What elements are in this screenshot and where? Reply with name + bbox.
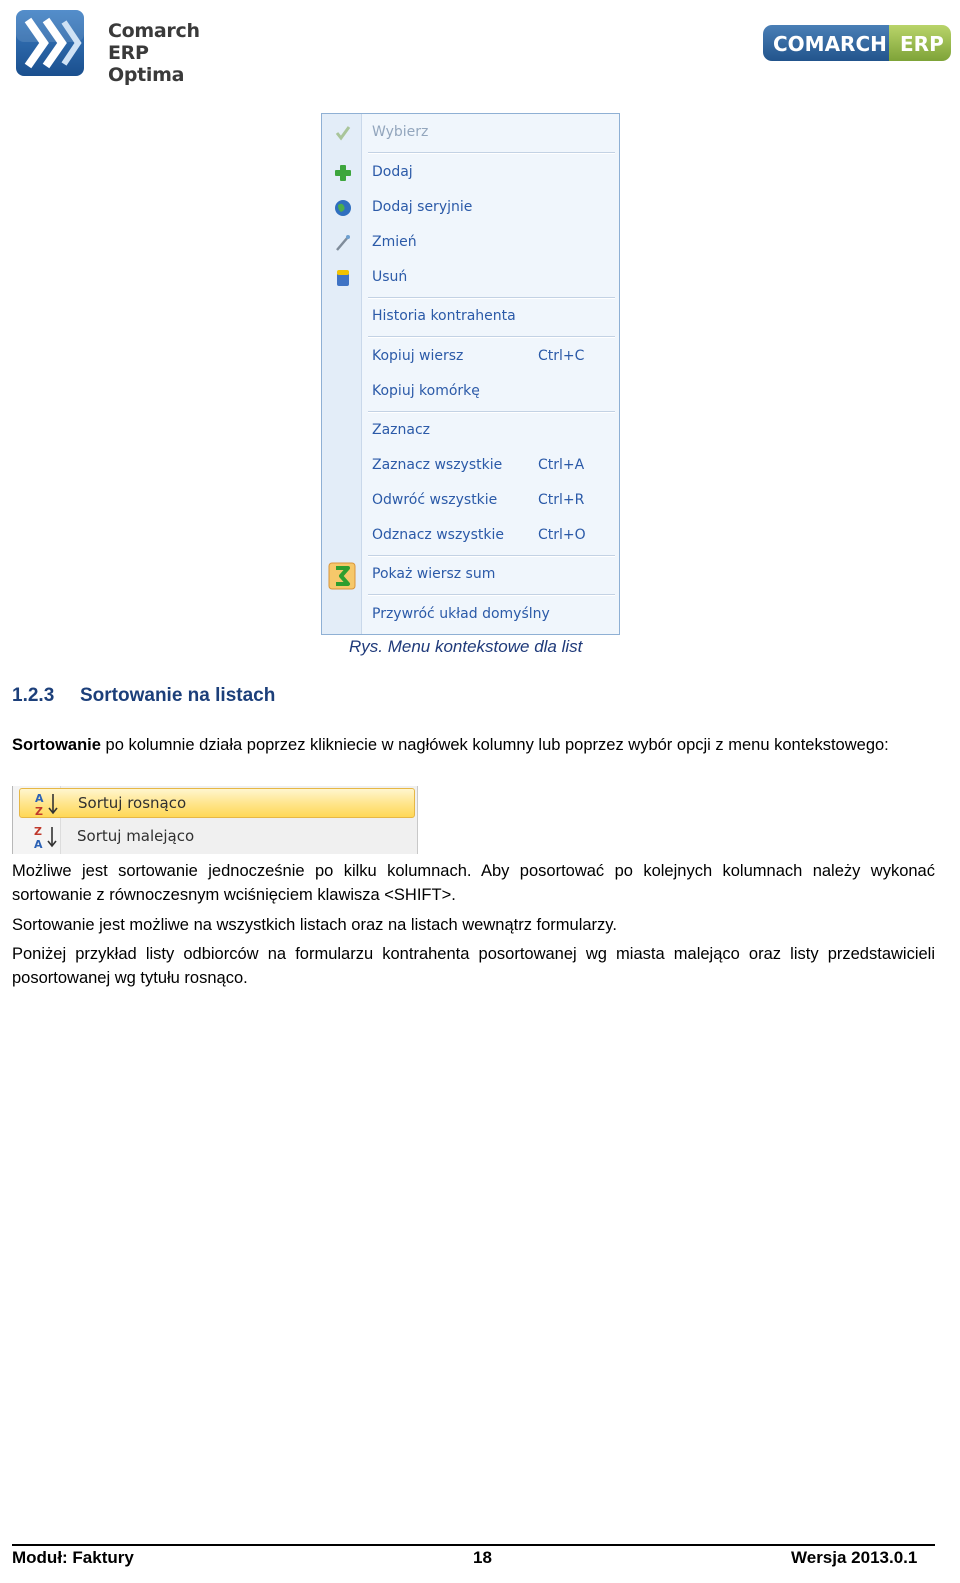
menu-item-label: Sortuj malejąco [77,827,195,845]
checkmark-icon [334,124,352,142]
delete-icon [334,269,352,287]
paragraph-text: po kolumnie działa poprzez klikniecie w nagłówek kolumny lub poprzez wybór opcji z menu kontekstowego: [100,736,889,754]
sort-context-menu [12,786,418,854]
brand-right-text: ERP [900,32,944,56]
menu-separator [368,297,615,299]
menu-item-dodaj[interactable] [322,158,619,188]
menu-separator [368,411,615,413]
logo-text-line1: Comarch ERP [108,20,200,64]
comarch-erp-optima-logo [14,8,244,86]
menu-item-label: Sortuj rosnąco [78,794,187,812]
section-title: Sortowanie na listach [80,685,276,706]
menu-item-zmien[interactable] [322,228,619,258]
footer-divider [12,1544,935,1546]
menu-item-sort-ascending[interactable] [19,788,415,818]
menu-separator [368,594,615,596]
menu-item-wybierz[interactable] [322,118,619,148]
menu-item-zaznacz[interactable] [322,416,619,446]
menu-item-kopiuj-wiersz[interactable] [322,342,619,372]
menu-separator [368,152,615,154]
chevrons-logo-icon [14,8,86,78]
menu-item-label: Zaznacz wszystkie [372,457,503,473]
menu-item-label: Przywróć układ domyślny [372,606,550,622]
globe-icon [334,199,352,217]
menu-separator [368,336,615,338]
menu-item-pokaz-wiersz-sum[interactable] [322,560,619,590]
bold-term: Sortowanie [12,736,101,754]
menu-item-label: Odznacz wszystkie [372,527,504,543]
menu-item-shortcut: Ctrl+C [538,348,585,364]
menu-item-label: Pokaż wiersz sum [372,566,496,582]
section-heading [12,685,275,707]
menu-item-shortcut: Ctrl+O [538,527,586,543]
footer-page-number: 18 [473,1548,492,1567]
menu-icon-gutter [322,114,362,634]
menu-item-dodaj-seryjnie[interactable] [322,193,619,223]
menu-item-kopiuj-komorke[interactable] [322,377,619,407]
menu-item-label: Dodaj seryjnie [372,199,473,215]
paragraph-example: Poniżej przykład listy odbiorców na formularzu kontrahenta posortowanej wg miasta malejąco oraz listy przedstawicieli posortowanej wg tytułu rosnąco. [12,945,935,987]
sort-descending-icon [33,824,59,850]
svg-text:Z: Z [35,805,43,817]
menu-item-label: Usuń [372,269,408,285]
comarch-erp-logo [763,24,953,62]
menu-item-shortcut: Ctrl+R [538,492,585,508]
figure-caption: Rys. Menu kontekstowe dla list [349,637,583,656]
menu-item-label: Zaznacz [372,422,431,438]
menu-item-odwroc-wszystkie[interactable] [322,486,619,516]
sort-ascending-icon [34,791,60,817]
logo-text [108,20,244,86]
svg-text:A: A [34,838,43,850]
menu-item-label: Zmień [372,234,417,250]
logo-text-line2: Optima [108,64,185,86]
menu-item-label: Dodaj [372,164,413,180]
menu-item-label: Wybierz [372,124,429,140]
menu-item-historia-kontrahenta[interactable] [322,302,619,332]
menu-item-label: Kopiuj wiersz [372,348,464,364]
menu-item-label: Odwróć wszystkie [372,492,498,508]
footer-version: Wersja 2013.0.1 [791,1548,918,1567]
menu-item-label: Kopiuj komórkę [372,383,480,399]
menu-item-przywroc-uklad[interactable] [322,600,619,630]
sum-icon [328,562,356,590]
footer-module: Moduł: Faktury [12,1548,134,1567]
paragraph-sort-availability: Sortowanie jest możliwe na wszystkich listach oraz na listach wewnątrz formularzy. [12,916,617,934]
edit-icon [334,234,352,252]
brand-left-text: COMARCH [773,32,887,56]
paragraph-sorting-intro [12,733,935,757]
plus-icon [334,164,352,182]
menu-item-usun[interactable] [322,263,619,293]
menu-separator [368,555,615,557]
svg-text:A: A [35,792,44,805]
menu-item-shortcut: Ctrl+A [538,457,585,473]
menu-item-sort-descending[interactable] [19,822,415,852]
svg-text:Z: Z [34,825,42,838]
context-menu [321,113,620,635]
menu-item-odznacz-wszystkie[interactable] [322,521,619,551]
menu-item-label: Historia kontrahenta [372,308,516,324]
section-number: 1.2.3 [12,685,55,706]
paragraph-multi-sort: Możliwe jest sortowanie jednocześnie po kilku kolumnach. Aby posortować po kolejnych kolumnach należy wykonać sortowanie z równoczesnym wciśnięciem klawisza <SHIFT>. [12,862,935,904]
menu-item-zaznacz-wszystkie[interactable] [322,451,619,481]
